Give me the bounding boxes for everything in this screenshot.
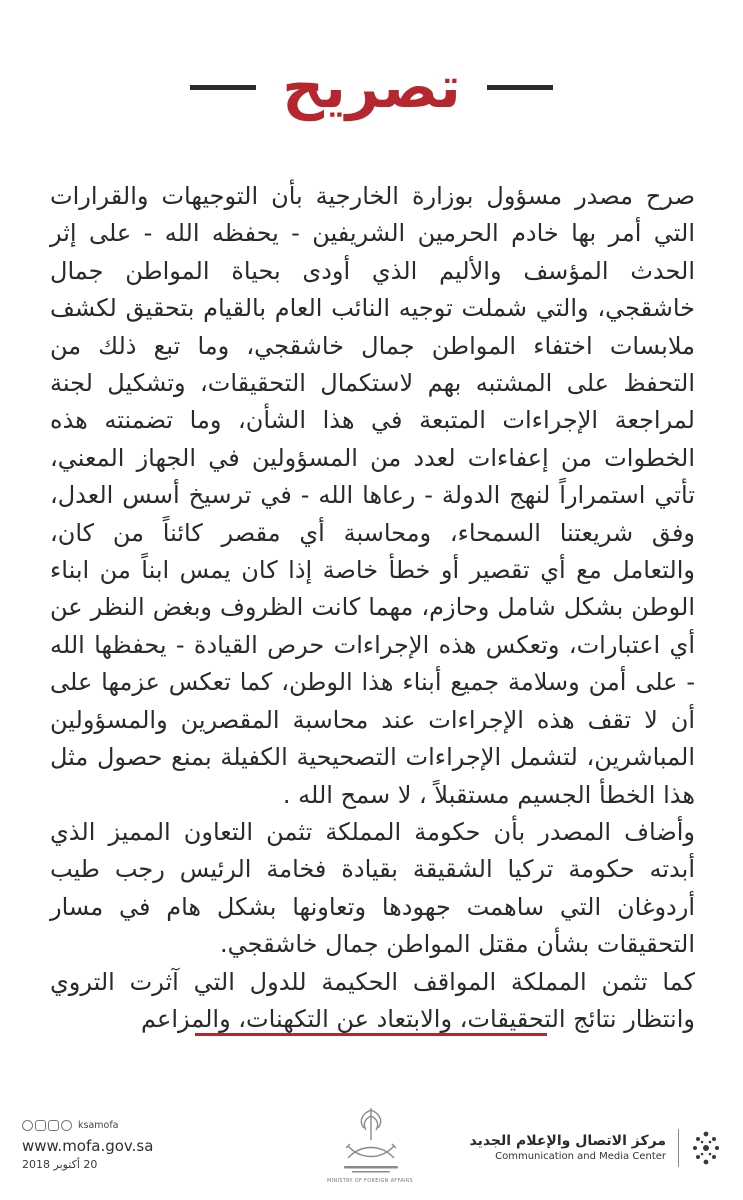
- ministry-emblem-icon: [326, 1100, 416, 1190]
- media-center-name-ar: مركز الاتصال والإعلام الجديد: [469, 1133, 666, 1149]
- statement-date: 20 أكتوبر 2018: [22, 1158, 98, 1171]
- page-title: تصريح: [282, 53, 461, 121]
- youtube-icon[interactable]: [48, 1120, 59, 1131]
- statement-paragraph-1: صرح مصدر مسؤول بوزارة الخارجية بأن التوجيهات والقرارات التي أمر بها خادم الحرمين الشريفين - يحفظه الله - على إثر الحدث المؤسف والأليم الذي أودى بحياة المواطن جمال خاشقجي، والتي شملت توجيه النائب العام بالقيام بتحقيق لكشف ملابسات اختفاء المواطن جمال خاشقجي، وما تبع ذلك من التحفظ على المشتبه بهم لاستكمال التحقيقات، وتشكيل لجنة لمراجعة الإجراءات المتبعة في هذا الشأن، وما تضمنته هذه الخطوات من إعفاءات لعدد من المسؤولين في الجهاز المعني، تأتي استمراراً لنهج الدولة - رعاها الله - في ترسيخ أسس العدل، وفق شريعتنا السمحاء، ومحاسبة أي مقصر كائناً من كان، والتعامل مع أي تقصير أو خطأ خاصة إذا كان يمس ابناً من ابناء الوطن بشكل شامل وحازم، مهما كانت الظروف وبغض النظر عن أي اعتبارات، وتعكس هذه الإجراءات حرص القيادة - يحفظها الله - على أمن وسلامة جميع أبناء هذا الوطن، كما تعكس عزمها على أن لا تقف هذه الإجراءات عند محاسبة المقصرين والمسؤولين المباشرين، لتشمل الإجراءات التصحيحية الكفيلة بمنع حصول مثل هذا الخطأ الجسيم مستقبلاً ، لا سمح الله .: [50, 182, 695, 809]
- media-center-logo-icon: [691, 1130, 721, 1166]
- title-row: [0, 52, 743, 122]
- footer-separator: [678, 1129, 679, 1167]
- media-center-name-en: Communication and Media Center: [495, 1151, 666, 1162]
- statement-paragraph-2: وأضاف المصدر بأن حكومة المملكة تثمن التعاون المميز الذي أبدته حكومة تركيا الشقيقة بقيادة فخامة الرئيس رجب طيب أردوغان التي ساهمت جهودها وتعاونها بشكل هام في مسار التحقيقات بشأن مقتل المواطن جمال خاشقجي.: [50, 817, 695, 959]
- title-dash-right: [487, 85, 553, 90]
- ministry-caption: MINISTRY OF FOREIGN AFFAIRS: [327, 1178, 413, 1184]
- footer-contact: [22, 1118, 192, 1171]
- title-dash-left: [190, 85, 256, 90]
- website-link[interactable]: www.mofa.gov.sa: [22, 1137, 154, 1155]
- statement-body: [50, 178, 695, 1038]
- media-center-block: [470, 1128, 722, 1168]
- instagram-icon[interactable]: [35, 1120, 46, 1131]
- media-center-names: [470, 1132, 667, 1164]
- snapchat-icon[interactable]: [61, 1120, 72, 1131]
- social-handle[interactable]: ksamofa: [78, 1119, 119, 1131]
- footer-divider: [195, 1033, 547, 1036]
- twitter-icon[interactable]: [22, 1120, 33, 1131]
- statement-paragraph-3: كما تثمن المملكة المواقف الحكيمة للدول التي آثرت التروي وانتظار نتائج التحقيقات، والابتعاد عن التكهنات، والمزاعم: [50, 967, 695, 1033]
- social-links: [22, 1118, 192, 1132]
